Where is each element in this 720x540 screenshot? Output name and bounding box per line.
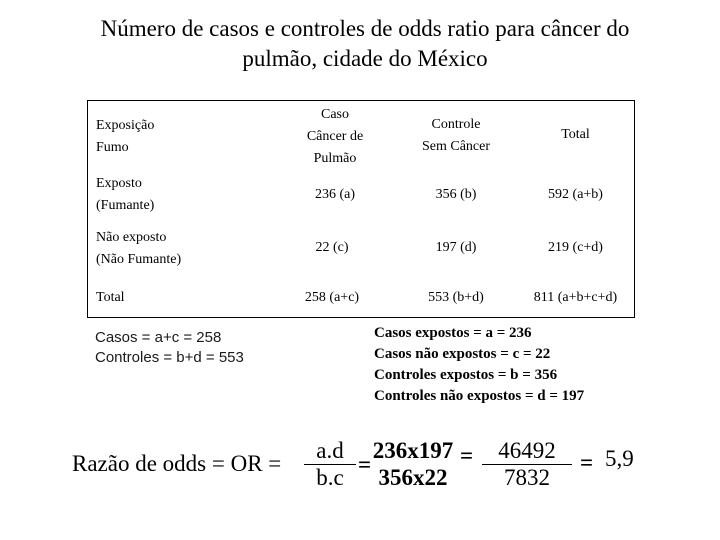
- header-case-line3: Pulmão: [313, 151, 357, 166]
- formula-label: Razão de odds = OR =: [72, 451, 282, 476]
- row3-control: 553 (b+d): [428, 290, 484, 305]
- title-line-2: pulmão, cidade do México: [242, 46, 488, 71]
- header-exposure: [96, 115, 154, 159]
- fraction-denominator: 7832: [504, 465, 550, 490]
- fraction-numerator: 46492: [498, 438, 556, 463]
- equals-sign: =: [358, 452, 372, 477]
- equals-sign: =: [460, 443, 474, 468]
- totals-note-line1: Casos = a+c = 258: [95, 329, 222, 346]
- row3-case: 258 (a+c): [304, 290, 360, 305]
- row2-label-line2: (Não Fumante): [96, 252, 182, 267]
- fraction-numerator: 236x197: [372, 438, 454, 463]
- header-total: Total: [561, 127, 590, 142]
- header-exposure-line2: Fumo: [96, 140, 129, 155]
- totals-note: [95, 328, 244, 368]
- fraction-numerator: a.d: [316, 438, 344, 463]
- header-case-line1: Caso: [321, 107, 349, 122]
- header-control: [396, 114, 516, 158]
- row1-label-line2: (Fumante): [96, 198, 155, 213]
- row3-label: Total: [96, 290, 125, 305]
- fraction-products: [482, 438, 572, 491]
- totals-note-line2: Controles = b+d = 553: [95, 349, 244, 366]
- row2-control: 197 (d): [435, 240, 477, 255]
- fraction-ad-bc: [304, 438, 356, 491]
- fraction-denominator: 356x22: [378, 465, 448, 490]
- fraction-denominator: b.c: [316, 465, 344, 490]
- exposure-note-line4: Controles não expostos = d = 197: [374, 388, 585, 404]
- row1-total: 592 (a+b): [548, 187, 603, 202]
- row1-case: 236 (a): [314, 187, 356, 202]
- row2-total: 219 (c+d): [548, 240, 603, 255]
- row2-label-line1: Não exposto: [96, 230, 167, 245]
- header-control-line2: Sem Câncer: [421, 139, 491, 154]
- exposure-note-line2: Casos não expostos = c = 22: [374, 346, 551, 362]
- equals-sign: =: [580, 450, 594, 475]
- exposure-note: [374, 323, 584, 407]
- header-case: [275, 104, 395, 170]
- row3-total: 811 (a+b+c+d): [533, 290, 618, 305]
- table-row-label: [96, 227, 181, 271]
- slide-title: [40, 14, 690, 74]
- table-row-label: [96, 173, 154, 217]
- exposure-note-line1: Casos expostos = a = 236: [374, 325, 532, 341]
- odds-ratio-result: 5,9: [605, 446, 634, 471]
- header-exposure-line1: Exposição: [96, 118, 155, 133]
- exposure-note-line3: Controles expostos = b = 356: [374, 367, 558, 383]
- title-line-1: Número de casos e controles de odds ratio para câncer do: [100, 16, 630, 41]
- header-control-line1: Controle: [431, 117, 481, 132]
- row2-case: 22 (c): [315, 240, 349, 255]
- row1-control: 356 (b): [435, 187, 477, 202]
- fraction-values: [368, 438, 458, 491]
- header-case-line2: Câncer de: [306, 129, 364, 144]
- row1-label-line1: Exposto: [96, 176, 142, 191]
